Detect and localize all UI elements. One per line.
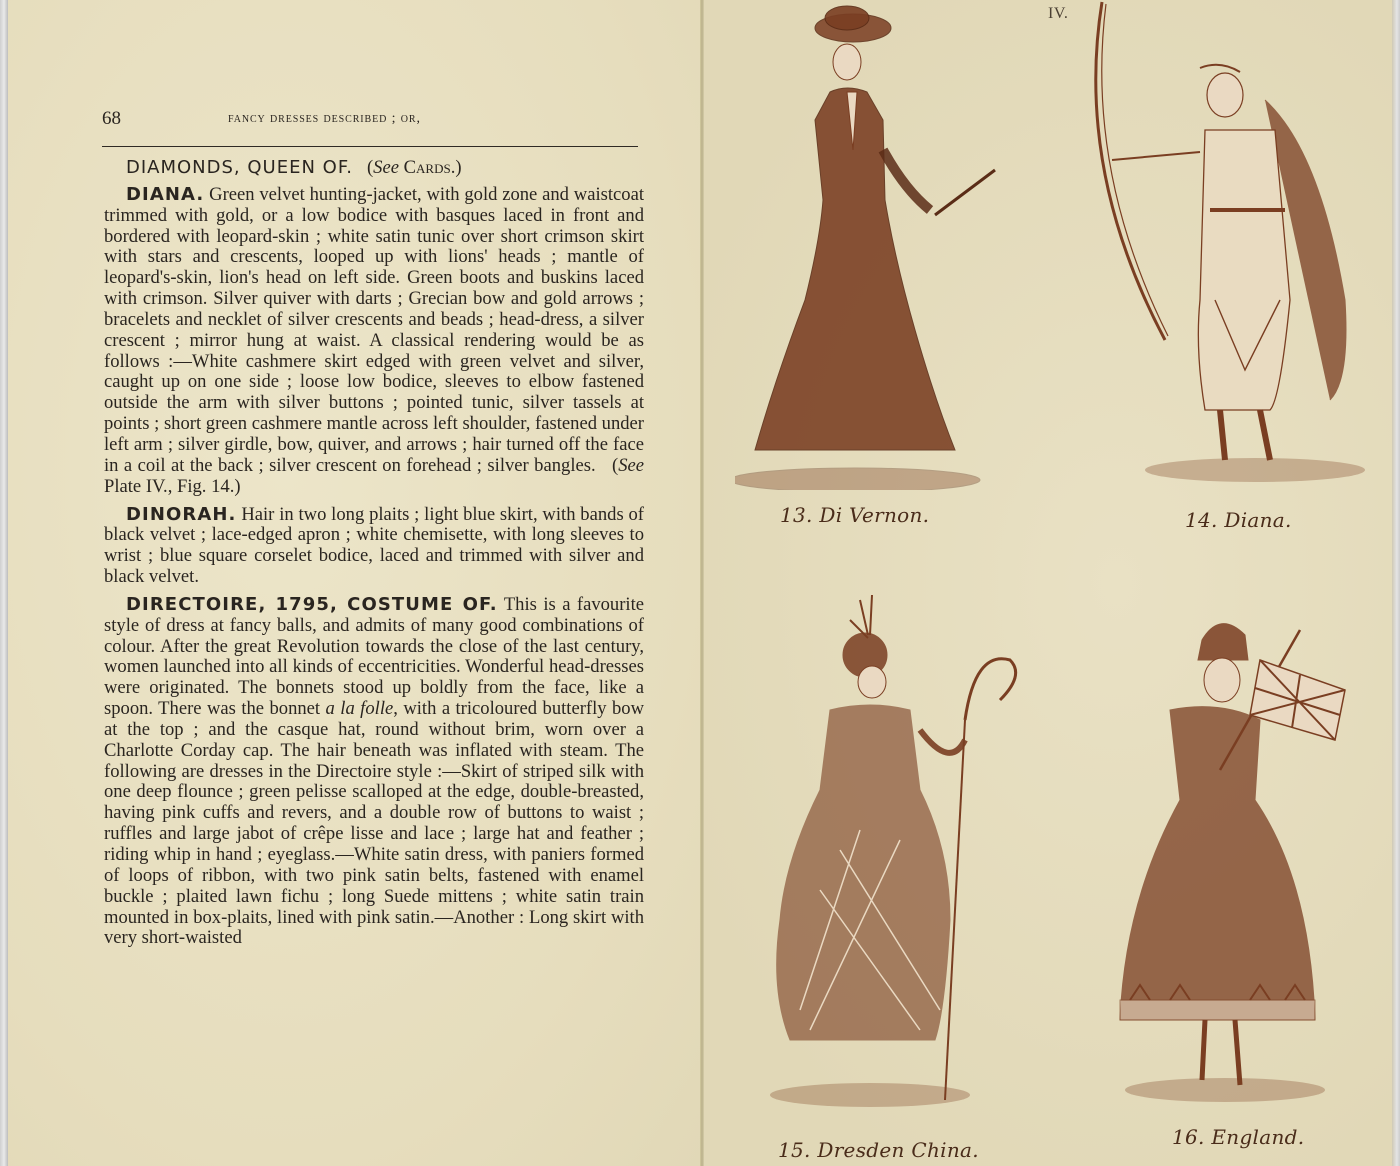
figure-15-caption: 15. Dresden China. [778, 1138, 979, 1162]
header-rule [102, 146, 638, 147]
figure-15-dresden-china [760, 590, 1040, 1120]
entry-term: DIANA. [126, 183, 205, 205]
entry-diamonds [104, 158, 644, 179]
see-reference: (See Cards.) [366, 157, 462, 178]
illustration-diana [1080, 0, 1390, 490]
entry-directoire [104, 595, 644, 949]
entry-term: DIRECTOIRE, 1795, COSTUME OF. [126, 593, 498, 615]
plate-number: IV. [1048, 5, 1069, 22]
see-reference: (See Plate IV., Fig. 14.) [104, 454, 644, 497]
figure-14-diana [1080, 0, 1390, 490]
entry-body: Hair in two long plaits ; light blue skirt, with bands of black velvet ; lace-edged apron ; white chemisette, with long sleeves to wrist ; blue square corselet bodice, laced and trimmed with silver and black velvet. [104, 503, 644, 588]
running-head [102, 108, 638, 132]
page-number: 68 [102, 108, 121, 129]
entry-term: DIAMONDS, QUEEN OF. [126, 157, 354, 178]
entry-dinorah [104, 505, 644, 588]
book-edge-left [0, 0, 8, 1166]
figure-13-caption: 13. Di Vernon. [780, 503, 930, 527]
entry-body: Green velvet hunting-jacket, with gold zone and waistcoat trimmed with gold, or a low bodice with basques laced in front and bordered with leopard-skin ; white satin tunic over short crimson skirt with stars and crescents, looped up with lions' heads ; mantle of leopard's-skin, lion's head on left side. Green boots and buskins laced with crimson. Silver quiver with darts ; Grecian bow and gold arrows ; bracelets and necklet of silver crescents and beads ; head-dress, a silver crescent ; mirror hung at waist. A classical rendering would be as follows :—White cashmere skirt edged with green velvet and silver, caught up on one side ; loose low bodice, sleeves to elbow fastened outside the arm with silver buttons ; pointed tunic, silver tassels at points ; short green cashmere mantle across left shoulder, fastened under left arm ; silver girdle, bow, quiver, and arrows ; hair turned off the face in a coil at the back ; silver crescent on forehead ; silver bangles. [104, 183, 644, 476]
illustration-dresden-china [760, 590, 1040, 1120]
illustration-di-vernon [735, 0, 1005, 490]
entry-term: DINORAH. [126, 503, 237, 525]
figure-16-england [1110, 600, 1370, 1110]
illustration-england [1110, 600, 1370, 1110]
entry-body-continued: , with a tricoloured butterfly bow at the top ; and the casque hat, round without brim, worn over a Charlotte Corday cap. The hair beneath was inflated with steam. The following are dresses in the Directoire style :—Skirt of striped silk with one deep flounce ; green pelisse scalloped at the edge, double-breasted, having pink cuffs and revers, and a double row of buttons to waist ; ruffles and large jabot of crêpe lisse and lace ; large hat and feather ; riding whip in hand ; eyeglass.—White satin dress, with paniers formed of loops of ribbon, with two pink satin belts, fastened with enamel buckle ; plaited lawn fichu ; long Suede mittens ; white satin train mounted in box-plaits, lined with pink satin.—Another : Long skirt with very short-waisted [104, 698, 645, 949]
running-title: fancy dresses described ; or, [228, 111, 421, 126]
entry-diana [104, 185, 644, 498]
figure-13-di-vernon [735, 0, 1005, 490]
book-edge-right [1392, 0, 1400, 1166]
figure-16-caption: 16. England. [1172, 1125, 1305, 1149]
entry-body: This is a favourite style of dress at fancy balls, and admits of many good combinations of colour. After the great Revolution towards the close of the last century, women launched into all kinds of eccentricities. Wonderful head-dresses were originated. The bonnets stood up boldly from the face, like a spoon. There was the bonnet [104, 593, 645, 720]
entry-italic-phrase: a la folle [325, 698, 394, 720]
figure-14-caption: 14. Diana. [1185, 508, 1292, 532]
text-body [104, 158, 644, 956]
